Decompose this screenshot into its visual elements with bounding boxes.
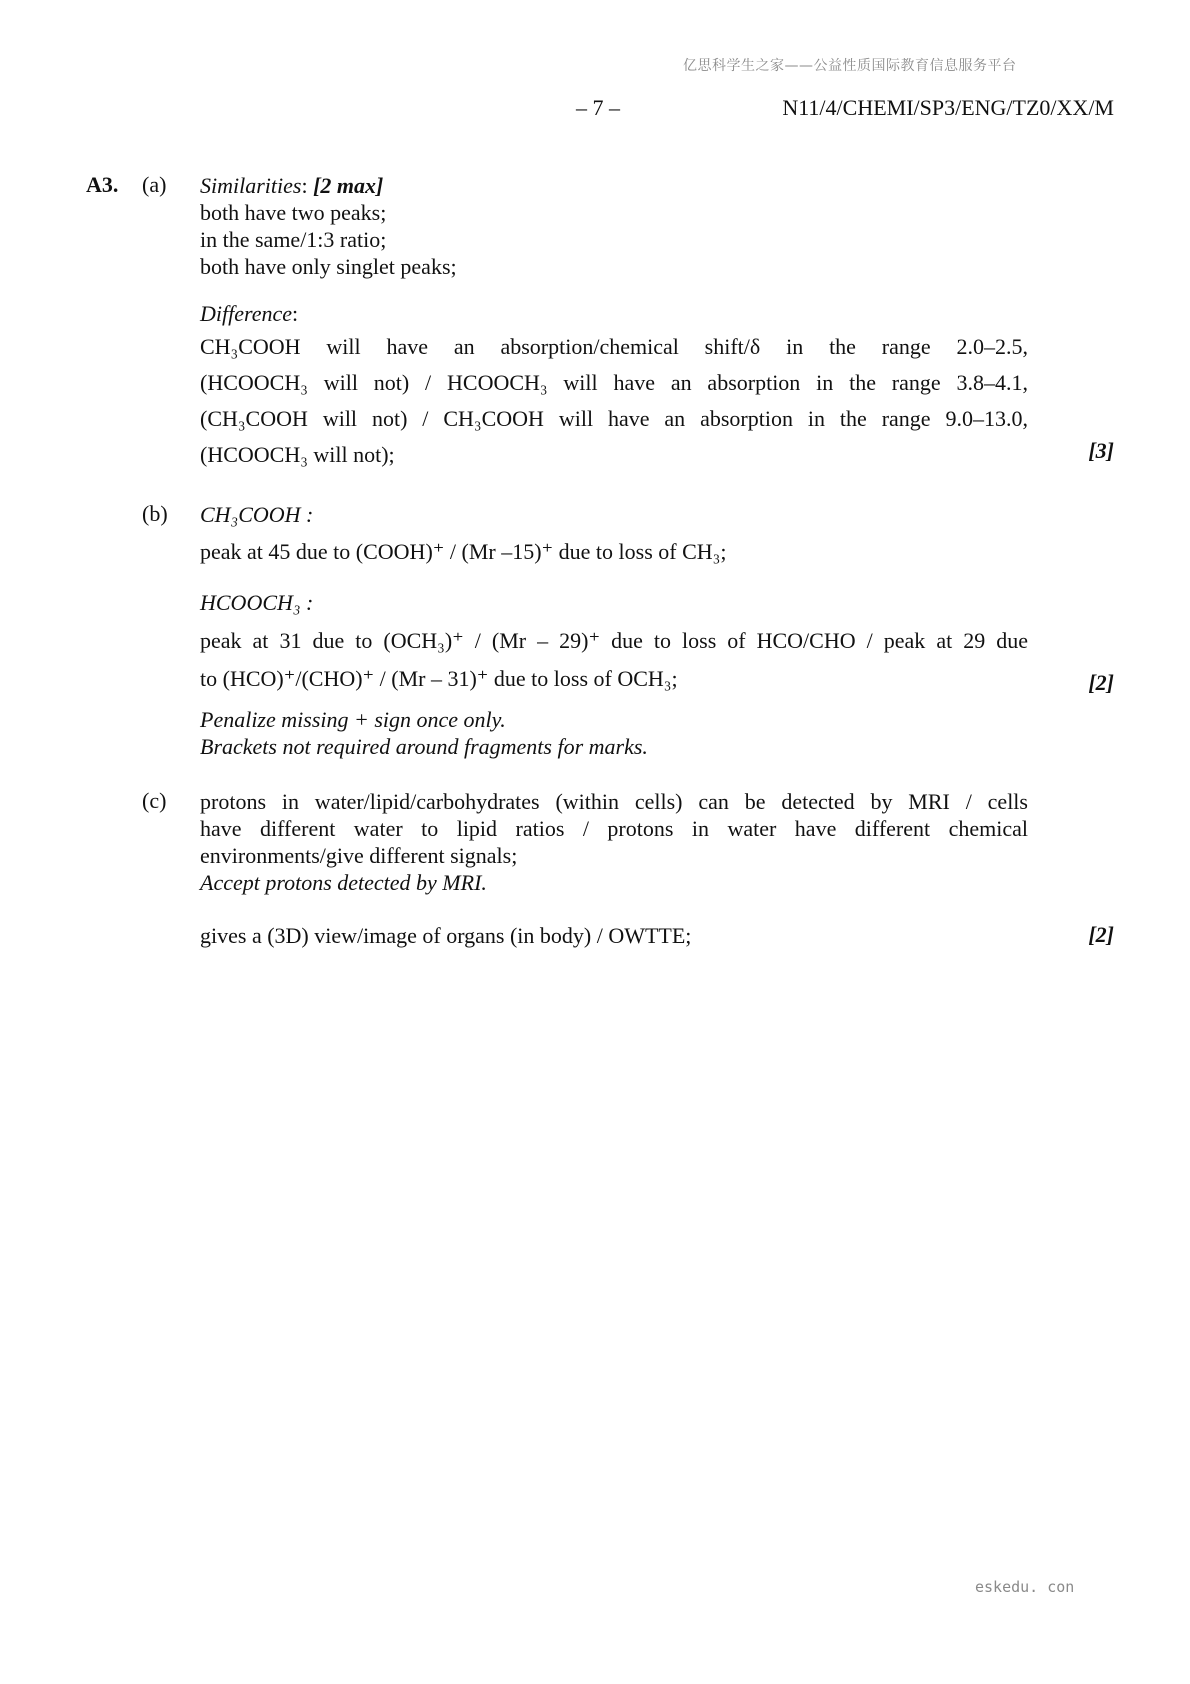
footer-watermark: eskedu. con bbox=[975, 1578, 1075, 1596]
difference-heading: Difference bbox=[200, 301, 293, 326]
ester-line: to (HCO)⁺/(CHO)⁺ / (Mr – 31)⁺ due to loss of OCH₃; bbox=[200, 666, 678, 691]
part-a-marks: [3] bbox=[1088, 438, 1114, 463]
part-b-marks: [2] bbox=[1088, 670, 1114, 695]
part-b-ester bbox=[200, 589, 1028, 698]
part-c-final bbox=[200, 922, 1028, 949]
part-c-line: environments/give different signals; bbox=[200, 843, 518, 868]
similarity-item: both have two peaks; bbox=[200, 200, 387, 225]
similarities-heading: Similarities bbox=[200, 173, 302, 198]
similarity-item: both have only singlet peaks; bbox=[200, 254, 457, 279]
difference-line: (HCOOCH₃ will not); bbox=[200, 442, 395, 467]
similarities-max: [2 max] bbox=[313, 173, 384, 198]
part-c-line: have different water to lipid ratios / protons in water have different chemical bbox=[200, 816, 1028, 841]
part-c-label: (c) bbox=[142, 788, 167, 813]
part-c-text bbox=[200, 788, 1028, 896]
part-a-difference: Difference: CH₃COOH will have an absorption/chemical shift/δ in the range 2.0–2.5, (HCOOCH₃ will not) / HCOOCH₃ will have an absorption in the range 3.8–4.1, (CH₃COOH will not) / CH₃COOH will have an absorption in the range 9.0–13.0, (HCOOCH₃ will not); bbox=[200, 300, 1028, 473]
acid-heading: CH₃COOH : bbox=[200, 502, 314, 527]
difference-line: (HCOOCH₃ will not) / HCOOCH₃ will have an absorption in the range 3.8–4.1, bbox=[200, 370, 1028, 395]
difference-line: CH₃COOH will have an absorption/chemical shift/δ in the range 2.0–2.5, bbox=[200, 334, 1028, 359]
part-c-note: Accept protons detected by MRI. bbox=[200, 870, 487, 895]
question-number: A3. bbox=[86, 172, 119, 197]
part-b-label: (b) bbox=[142, 501, 168, 526]
part-c-line: gives a (3D) view/image of organs (in body) / OWTTE; bbox=[200, 923, 692, 948]
part-c-marks: [2] bbox=[1088, 922, 1114, 947]
page-number: – 7 – bbox=[576, 95, 620, 120]
part-a-similarities: Similarities: [2 max] both have two peaks; in the same/1:3 ratio; both have only singlet peaks; bbox=[200, 172, 1028, 280]
ester-heading: HCOOCH₃ : bbox=[200, 590, 314, 615]
note-line: Penalize missing + sign once only. bbox=[200, 707, 506, 732]
similarity-item: in the same/1:3 ratio; bbox=[200, 227, 387, 252]
part-a-label: (a) bbox=[142, 172, 167, 197]
ester-line: peak at 31 due to (OCH₃)⁺ / (Mr – 29)⁺ due to loss of HCO/CHO / peak at 29 due bbox=[200, 628, 1028, 653]
part-b-acid bbox=[200, 501, 1028, 565]
part-c-line: protons in water/lipid/carbohydrates (within cells) can be detected by MRI / cells bbox=[200, 789, 1028, 814]
document-code: N11/4/CHEMI/SP3/ENG/TZ0/XX/M bbox=[782, 95, 1114, 120]
part-b-notes bbox=[200, 706, 1028, 760]
acid-line: peak at 45 due to (COOH)⁺ / (Mr –15)⁺ due to loss of CH₃; bbox=[200, 539, 727, 564]
header-watermark: 亿思科学生之家——公益性质国际教育信息服务平台 bbox=[683, 58, 1017, 74]
difference-line: (CH₃COOH will not) / CH₃COOH will have an absorption in the range 9.0–13.0, bbox=[200, 406, 1028, 431]
note-line: Brackets not required around fragments for marks. bbox=[200, 734, 648, 759]
